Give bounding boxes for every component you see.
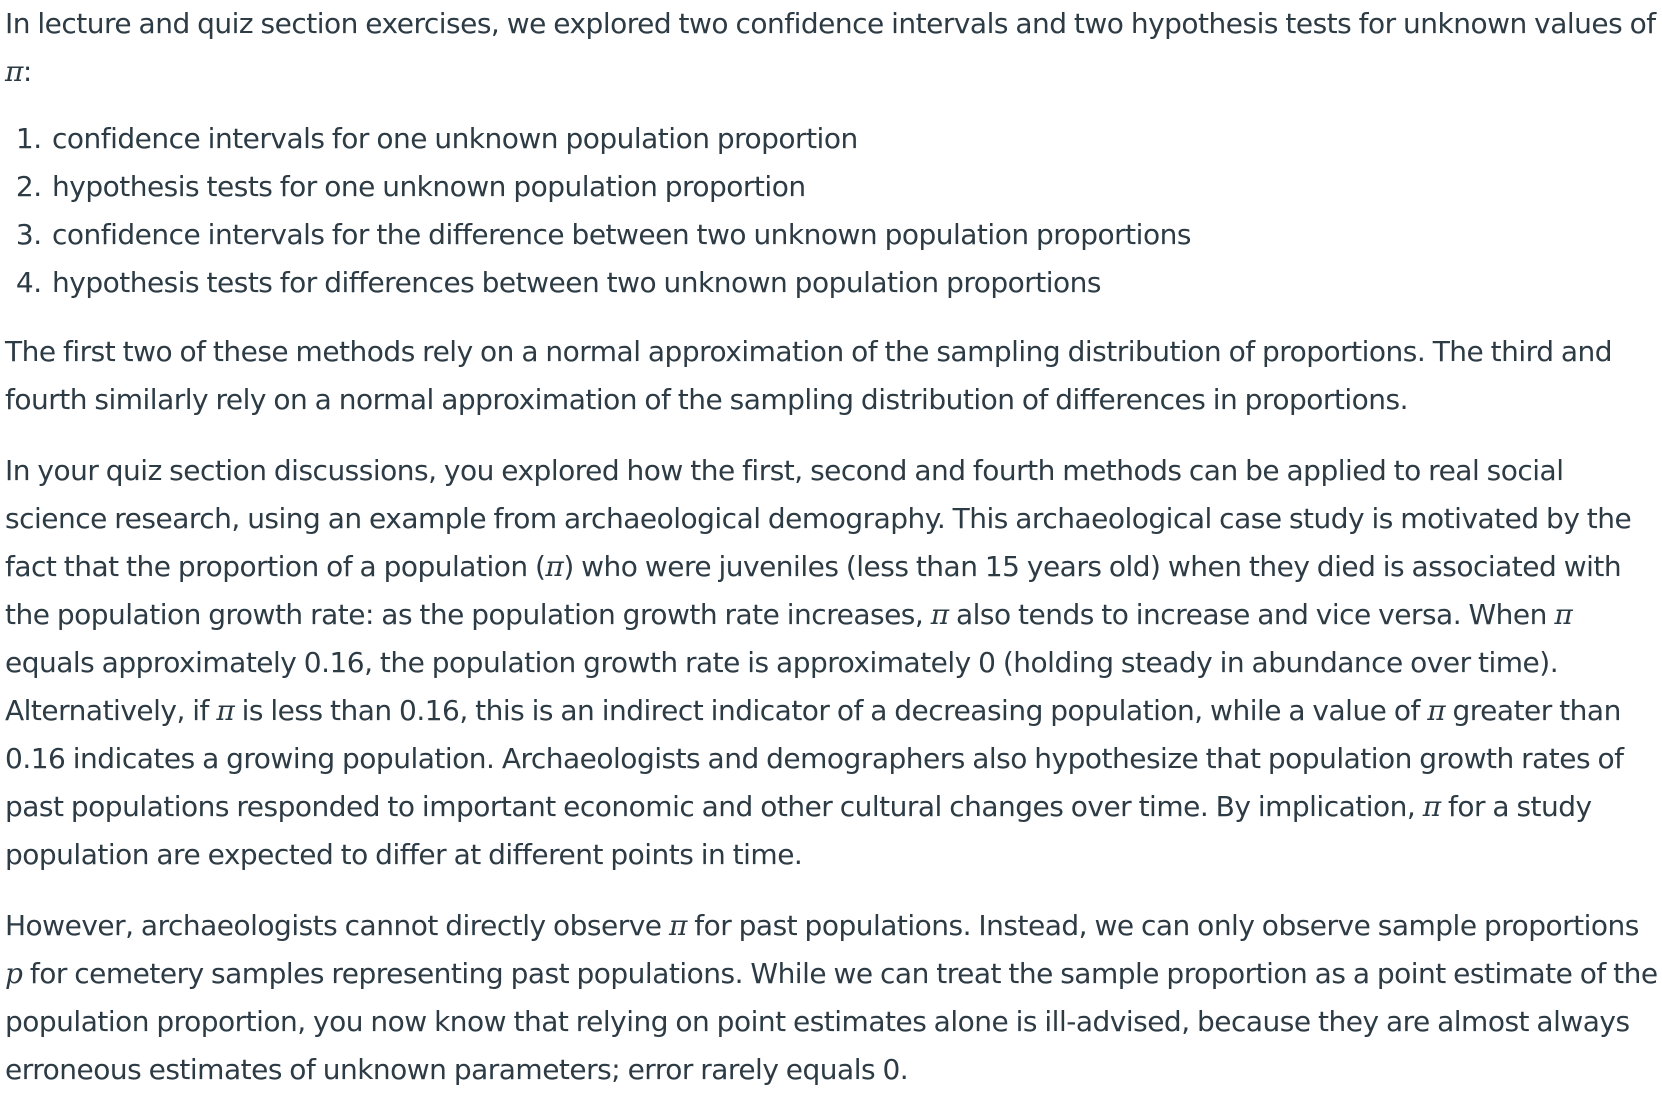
intro-paragraph [5, 0, 1660, 96]
p-symbol: p [5, 957, 23, 990]
list-item: 4. hypothesis tests for differences between two unknown population proportions [49, 259, 1660, 307]
list-item: 3. confidence intervals for the difference between two unknown population proportions [49, 211, 1660, 259]
pi-symbol: π [1422, 790, 1441, 823]
text-segment: ) who were juveniles (less than 15 years old) when they died is associated with the population growth rate: as the population growth rate increases, [5, 550, 1622, 631]
pi-symbol: π [1427, 694, 1446, 727]
intro-text: In lecture and quiz section exercises, we explored two confidence intervals and two hypothesis tests for unknown values of [5, 7, 1656, 40]
text-segment: However, archaeologists cannot directly observe [5, 909, 669, 942]
text-segment: greater than 0.16 indicates a growing population. Archaeologists and demographers also hypothesize that population growth rates of past populations responded to important economic and other cultural changes over time. By implication, [5, 694, 1624, 823]
text-segment: also tends to increase and vice versa. When [948, 598, 1555, 631]
normal-approximation-paragraph: The first two of these methods rely on a normal approximation of the sampling distribution of proportions. The third and fourth similarly rely on a normal approximation of the sampling distribution of differences in proportions. [5, 335, 1613, 416]
point-estimate-paragraph [5, 902, 1660, 1094]
list-item: 2. hypothesis tests for one unknown population proportion [49, 163, 1660, 211]
text-segment: equals approximately 0.16, the population growth rate is approximately 0 (holding steady in abundance over time). Alternatively, if [5, 646, 1559, 727]
pi-symbol: π [216, 694, 235, 727]
text-segment: for cemetery samples representing past populations. While we can treat the sample proportion as a point estimate of the population proportion, you now know that relying on point estimates alone is ill-advised, because they are almost always erroneous estimates of unknown parameters; error rarely equals 0. [5, 957, 1658, 1086]
pi-symbol: π [545, 550, 564, 583]
text-segment: In your quiz section discussions, you explored how the first, second and fourth methods can be applied to real social science research, using an example from archaeological demography. This archaeological case study is motivated by the fact that the proportion of a population ( [5, 454, 1632, 583]
text-segment: for past populations. Instead, we can only observe sample proportions [686, 909, 1639, 942]
intro-suffix: : [22, 55, 32, 88]
text-segment: for a study population are expected to differ at different points in time. [5, 790, 1592, 871]
list-item: 1. confidence intervals for one unknown population proportion [49, 115, 1660, 163]
pi-symbol: π [5, 55, 23, 88]
methods-list [5, 115, 1660, 307]
pi-symbol: π [668, 909, 687, 942]
text-segment: is less than 0.16, this is an indirect indicator of a decreasing population, while a value of [234, 694, 1428, 727]
pi-symbol: π [1554, 598, 1573, 631]
case-study-paragraph [5, 447, 1660, 879]
pi-symbol: π [930, 598, 949, 631]
